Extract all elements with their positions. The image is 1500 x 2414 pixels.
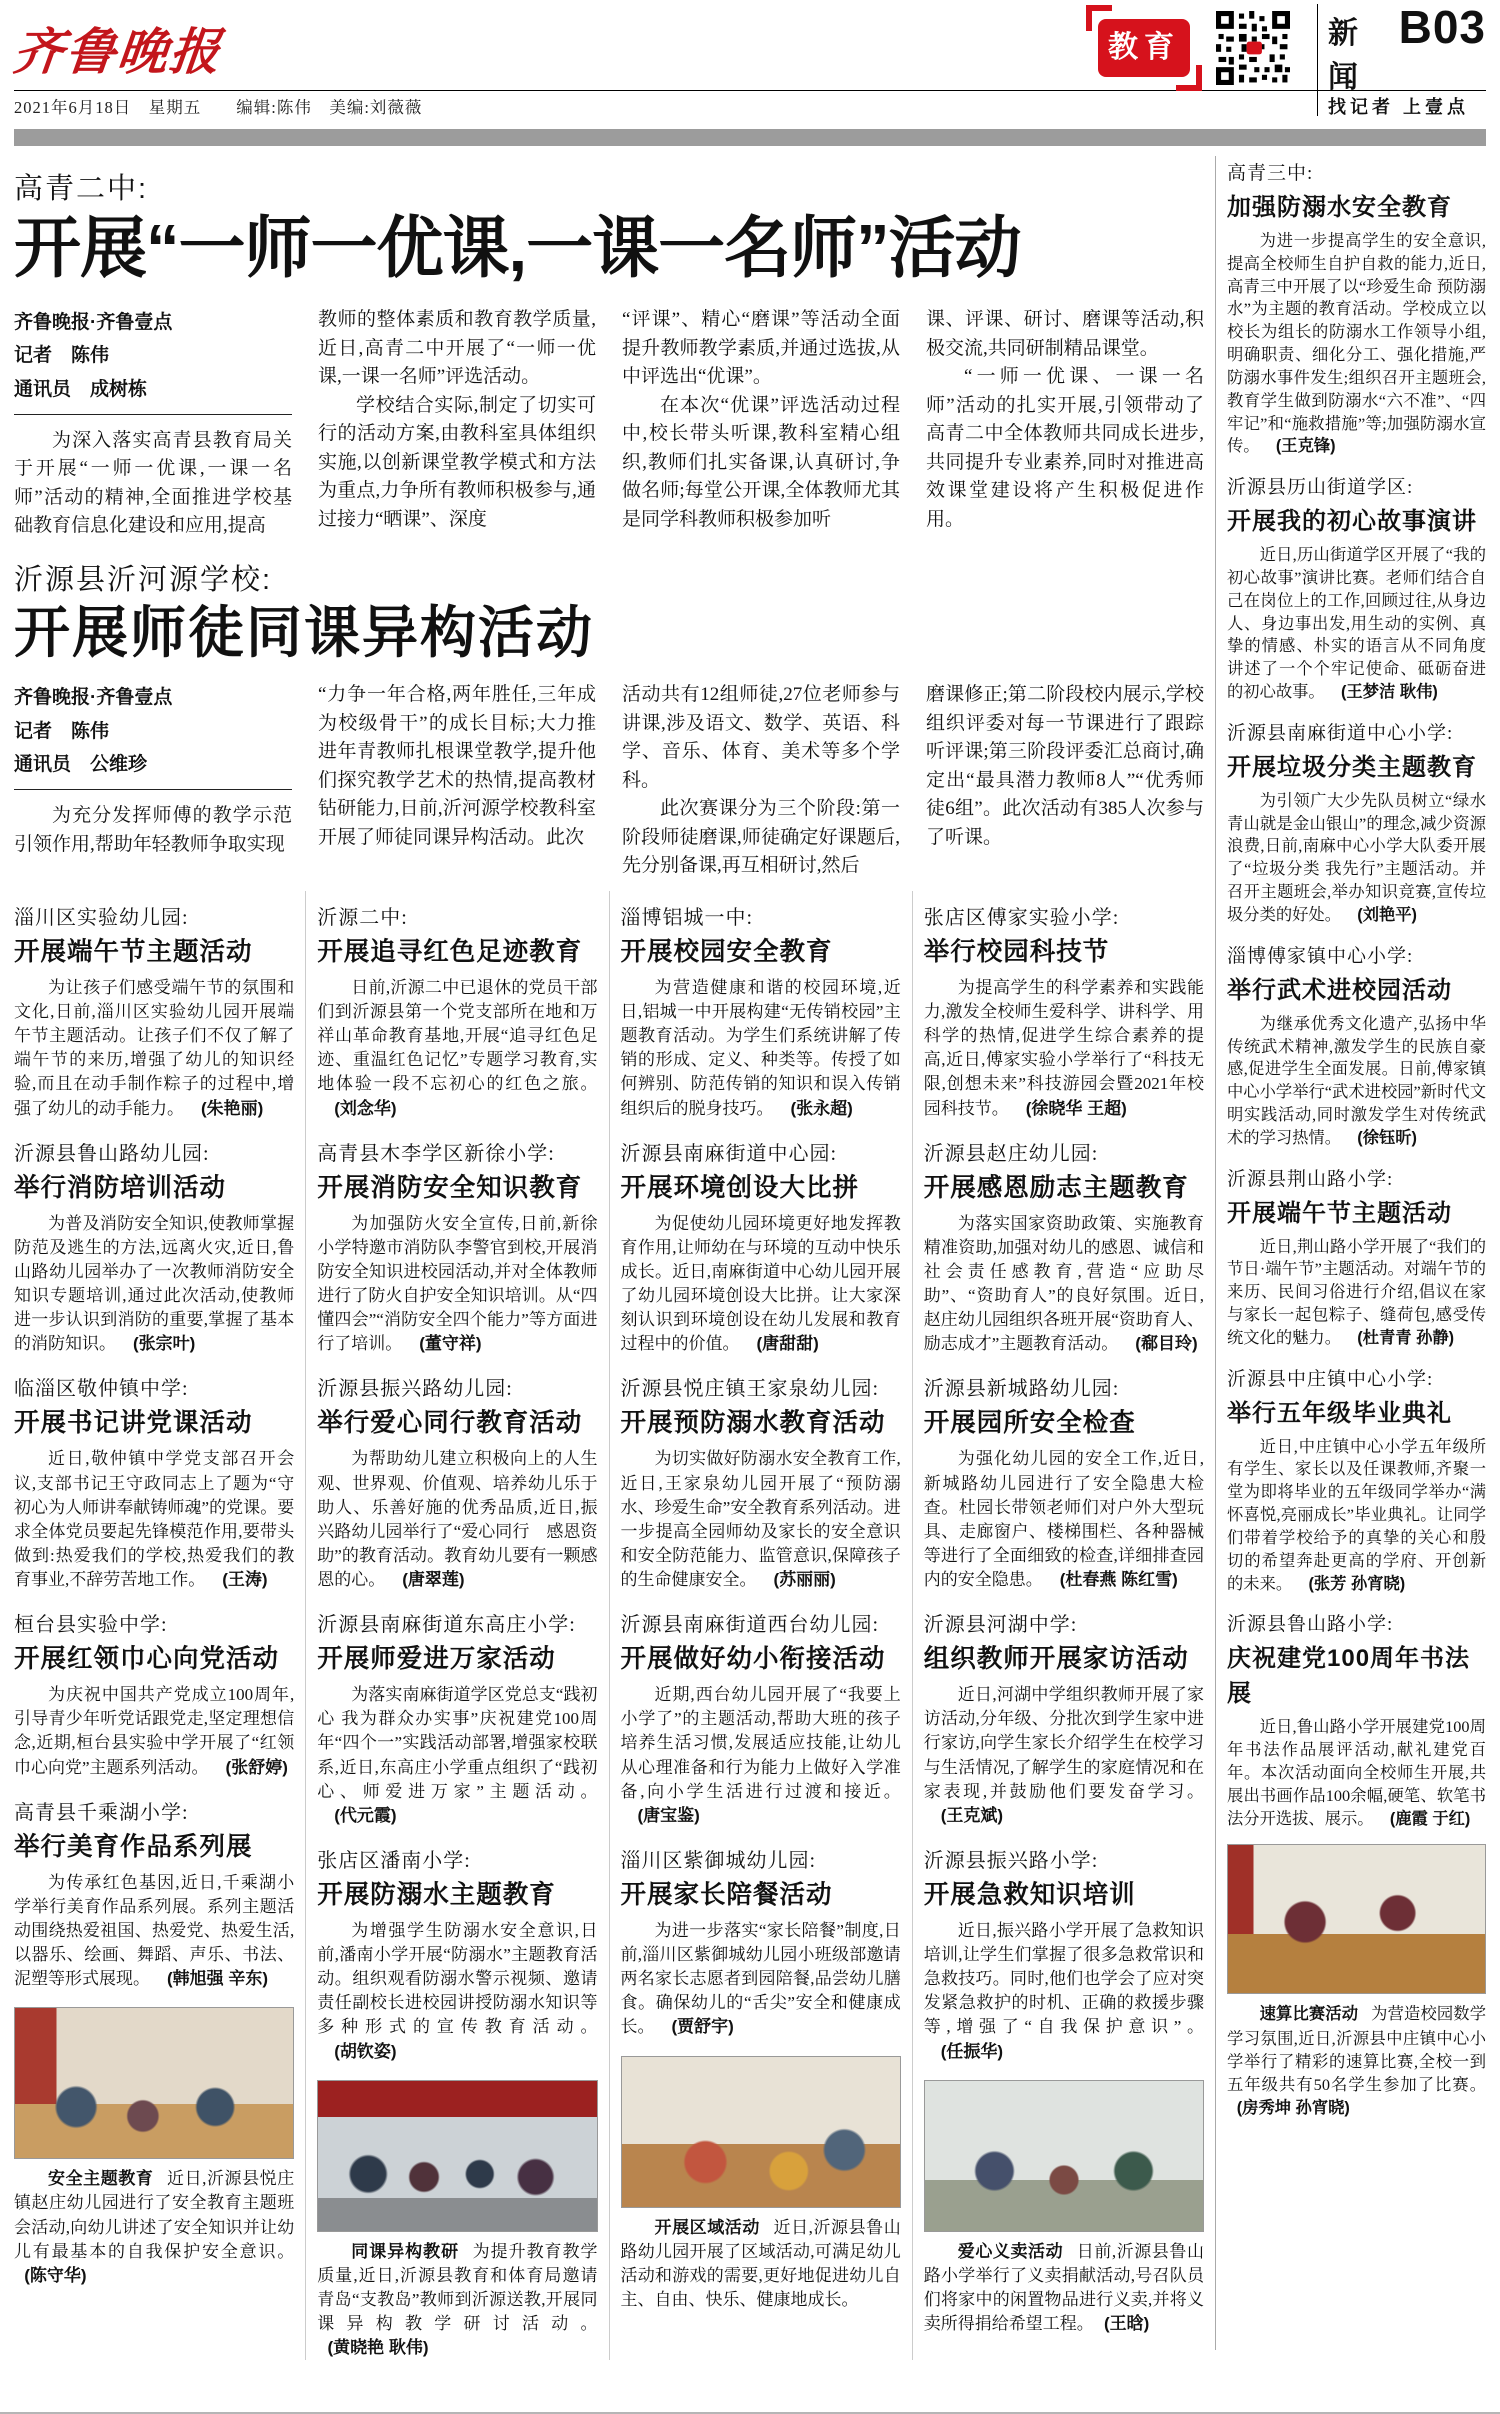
news-photo: [14, 2007, 294, 2159]
brief-text: 为引领广大少先队员树立“绿水青山就是金山银山”的理念,减少资源浪费,日前,南麻中心小学大队委开展了“垃圾分类 我先行”主题活动。并召开主题班会,举办知识竞赛,宣传垃圾分类的好处。: [1227, 790, 1486, 924]
brief-byline: (胡钦姿): [334, 2041, 397, 2061]
brief-body: [317, 1683, 597, 1828]
brief-text: 为帮助幼儿建立积极向上的人生观、世界观、价值观、培养幼儿乐于助人、乐善好施的优秀品质,近日,振兴路幼儿园举行了“爱心同行 感恩资助”的教育活动。教育幼儿要有一颗感恩的心。: [317, 1449, 598, 1589]
article-byline: 齐鲁晚报·齐鲁壹点 记者 陈伟 通讯员 成树栋: [14, 306, 292, 415]
brief-byline: (唐甜甜): [756, 1334, 819, 1354]
body-paragraph: 活动共有12组师徒,27位老师参与讲课,涉及语文、数学、英语、科学、音乐、体育、美术等多个学科。: [622, 684, 900, 791]
briefs-column-4: [912, 891, 1204, 2360]
brief-body: [1227, 1013, 1486, 1150]
brief-byline: (刘艳平): [1357, 905, 1417, 924]
brief-byline: (王克斌): [940, 1805, 1004, 1825]
brief-headline: 举行爱心同行教育活动: [317, 1409, 583, 1438]
photo-brief: [14, 2007, 294, 2288]
brief-kicker: 临淄区敬仲镇中学:: [14, 1378, 189, 1401]
brief-headline: 开展书记讲党课活动: [14, 1409, 253, 1438]
photo-brief: [924, 2080, 1204, 2337]
brief-text: 为让孩子们感受端午节的氛围和文化,日前,淄川区实验幼儿园开展端午节主题活动。让孩子们不仅了解了端午节的来历,增强了幼儿的知识经验,而且在动手制作粽子的过程中,增强了幼儿的动手能力。: [14, 977, 295, 1118]
body-paragraph: 教师的整体素质和教育教学质量,近日,高青二中开展了“一师一优课,一课一名师”评选活动。: [318, 309, 596, 388]
brief-byline: (张宗叶): [133, 1334, 196, 1354]
news-brief: [621, 1608, 901, 1828]
news-brief: [1227, 1364, 1486, 1596]
brief-text: 为进一步提高学生的安全意识,提高全校师生自护自救的能力,近日,高青三中开展了以“珍爱生命 预防溺水”为主题的教育活动。学校成立以校长为组长的防溺水工作领导小组,明确职责、细化分工、强化措施,严防溺水事件发生;组织召开主题班会,教育学生做到防溺水“六不准”、“四牢记”和“施救措施”等;加强防溺水宣传。: [1227, 231, 1486, 456]
news-photo: [317, 2080, 597, 2232]
brief-body: [1227, 790, 1486, 927]
brief-kicker: 淄川区实验幼儿园:: [14, 906, 189, 929]
brief-text: 近日,荆山路小学开展了“我们的节日·端午节”主题活动。对端午节的来历、民间习俗进行介绍,倡议在家与家长一起包粽子、缝荷包,感受传统文化的魅力。: [1227, 1236, 1486, 1347]
brief-headline: 举行消防培训活动: [14, 1173, 227, 1202]
brief-body: [924, 1212, 1204, 1357]
article-headline: 开展“一师一优课,一课一名师”活动: [14, 211, 1021, 286]
caption-body: 为营造校园数学学习氛围,近日,沂源县中庄镇中心小学举行了精彩的速算比赛,全校一到五年级共有50名学生参加了比赛。: [1227, 2004, 1486, 2094]
masthead: [10, 0, 1486, 121]
brief-kicker: 沂源县南麻街道中心园:: [620, 1142, 838, 1165]
masthead-bottom-row: [14, 91, 1486, 121]
brief-kicker: 淄博铝城一中:: [620, 906, 754, 929]
brief-body: [14, 1871, 294, 1992]
news-brief: [317, 1137, 597, 1357]
news-brief: [924, 1137, 1204, 1357]
caption-body: 为提升教育教学质量,近日,沂源县教育和体育局邀请青岛“支教岛”教师到沂源送教,开展同课异构教学研讨活动。: [317, 2241, 598, 2333]
news-brief: [621, 1372, 901, 1592]
brief-text: 为传承红色基因,近日,千乘湖小学举行美育作品系列展。系列主题活动围绕热爱祖国、热爱党、热爱生活,以器乐、绘画、舞蹈、声乐、书法、泥塑等形式展现。: [14, 1872, 295, 1989]
brief-byline: (董守祥): [419, 1334, 482, 1354]
brief-body: [621, 1447, 901, 1592]
dateline: 2021年6月18日 星期五 编辑:陈伟 美编:刘薇薇: [14, 98, 423, 117]
brief-body: [317, 1919, 597, 2064]
article-text-column: [318, 306, 596, 541]
lead-article-2: [14, 557, 1204, 881]
brief-byline: (韩旭强 辛东): [167, 1969, 269, 1989]
brief-byline: (苏丽丽): [773, 1570, 836, 1589]
section-page-block: [1312, 0, 1486, 96]
body-paragraph: 学校结合实际,制定了切实可行的活动方案,由教科室具体组织实施,以创新课堂教学模式和方法为重点,力争所有教师积极参与,通过接力“晒课”、深度: [318, 394, 596, 530]
article-text-column: [622, 306, 900, 541]
photo-brief: [1227, 1844, 1486, 2120]
brief-kicker: 张店区潘南小学:: [317, 1849, 471, 1872]
photo-caption: [621, 2216, 901, 2313]
article-text-column: [926, 681, 1204, 881]
body-paragraph: 此次赛课分为三个阶段:第一阶段师徒磨课,师徒确定好课题后,先分别备课,再互相研讨,然后: [622, 798, 900, 877]
brief-kicker: 沂源县鲁山路幼儿园:: [14, 1142, 210, 1165]
caption-byline: (陈守华): [24, 2265, 87, 2285]
brief-byline: (徐晓华 王超): [1025, 1098, 1127, 1118]
article-body-columns: [14, 306, 1204, 541]
photo-caption: [317, 2240, 597, 2361]
caption-lead: 安全主题教育: [48, 2169, 154, 2189]
brief-headline: 开展环境创设大比拼: [620, 1173, 860, 1202]
photo-brief: [621, 2056, 901, 2313]
body-paragraph: 在本次“优课”评选活动过程中,校长带头听课,教科室精心组织,教师们扎实备课,认真研讨,争做名师;每堂公开课,全体教师尤其是同学科教师积极参加听: [622, 394, 900, 530]
brief-body: [621, 1683, 901, 1828]
brief-headline: 开展消防安全知识教育: [317, 1173, 583, 1202]
section-badge: 教育: [1098, 19, 1190, 77]
brief-headline: 开展师爱进万家活动: [317, 1645, 556, 1674]
news-brief: [1227, 718, 1486, 927]
brief-body: [621, 1212, 901, 1357]
brief-kicker: 高青三中:: [1227, 163, 1314, 184]
brief-kicker: 沂源县振兴路幼儿园:: [317, 1378, 513, 1401]
brief-text: 为落实南麻街道学区党总支“践初心 我为群众办实事”庆祝建党100周年“四个一”实践活动部署,增强家校联系,近日,东高庄小学重点组织了“践初心、师爱进万家”主题活动。: [317, 1685, 598, 1801]
body-paragraph: “一师一优课、一课一名师”活动的扎实开展,引领带动了高青二中全体教师共同成长进步,共同提升专业素养,同时对推进高效课堂建设将产生积极促进作用。: [926, 366, 1204, 530]
news-brief: [621, 1137, 901, 1357]
brief-text: 为普及消防安全知识,使教师掌握防范及逃生的方法,远离火灾,近日,鲁山路幼儿园举办了一次教师消防安全知识专题培训,通过此次活动,使教师进一步认识到消防的重要,掌握了基本的消防知识。: [14, 1213, 295, 1354]
brief-text: 近日,中庄镇中心小学五年级所有学生、家长以及任课教师,齐聚一堂为即将毕业的五年级同学举办“满怀喜悦,亮丽成长”毕业典礼。让同学们带着学校给予的真挚的关心和殷切的希望奔赴更高的学府、开创新的未来。: [1227, 1436, 1486, 1593]
news-brief: [317, 1372, 597, 1592]
brief-body: [924, 976, 1204, 1121]
article-kicker: 沂源县沂河源学校:: [14, 563, 273, 596]
brief-headline: 举行武术进校园活动: [1227, 976, 1452, 1004]
brief-headline: 开展追寻红色足迹教育: [317, 937, 583, 966]
page-number: B03: [1398, 1, 1486, 53]
brief-headline: 举行校园科技节: [923, 937, 1110, 966]
photo-brief: [317, 2080, 597, 2361]
briefs-column-1: [14, 891, 305, 2360]
main-region: [14, 150, 1204, 2360]
brief-headline: 开展我的初心故事演讲: [1227, 508, 1477, 536]
brief-headline: 开展家长陪餐活动: [620, 1880, 833, 1909]
news-brief: [621, 1844, 901, 2040]
news-photo: [621, 2056, 901, 2208]
main-sidebar-divider: [1215, 156, 1216, 2350]
brief-text: 为提高学生的科学素养和实践能力,激发全校师生爱科学、讲科学、用科学的热情,促进学生综合素养的提高,近日,傅家实验小学举行了“科技无限,创想未来”科技游园会暨2021年校园科技节。: [923, 977, 1204, 1118]
brief-kicker: 淄博傅家镇中心小学:: [1227, 945, 1414, 967]
brief-text: 为促使幼儿园环境更好地发挥教育作用,让师幼在与环境的互动中快乐成长。近日,南麻街道中心幼儿园开展了幼儿园环境创设大比拼。让大家深刻认识到环境创设在幼儿发展和教育过程中的价值。: [620, 1213, 901, 1354]
body-paragraph: 磨课修正;第二阶段校内展示,学校组织评委对每一节课进行了跟踪听评课;第三阶段评委汇总商讨,确定出“最具潜力教师8人”“优秀师徒6组”。此次活动有385人次参与了听课。: [926, 684, 1204, 848]
brief-body: [14, 1683, 294, 1780]
article-body-columns: [14, 681, 1204, 881]
brief-headline: 开展防溺水主题教育: [317, 1880, 556, 1909]
caption-lead: 爱心义卖活动: [957, 2241, 1064, 2261]
brief-byline: (贾舒宇): [671, 2017, 734, 2037]
section-badge-frame: [1098, 19, 1190, 77]
caption-lead: 开展区域活动: [654, 2217, 760, 2237]
news-brief: [1227, 1164, 1486, 1350]
brief-headline: 开展红领巾心向党活动: [14, 1645, 280, 1674]
brief-body: [317, 1447, 597, 1592]
news-brief: [924, 1372, 1204, 1592]
news-brief: [924, 901, 1204, 1121]
brief-byline: (徐钰昕): [1357, 1128, 1417, 1147]
brief-body: [924, 1683, 1204, 1828]
brief-body: [14, 976, 294, 1121]
caption-body: 近日,沂源县悦庄镇赵庄幼儿园进行了安全教育主题班会活动,向幼儿讲述了安全知识并让幼儿有最基本的自我保护安全意识。: [14, 2169, 295, 2261]
brief-body: [317, 976, 597, 1121]
brief-kicker: 沂源县河湖中学:: [923, 1614, 1078, 1637]
qr-code-icon: [1216, 11, 1290, 85]
article-text-column: [14, 681, 292, 881]
brief-headline: 开展校园安全教育: [620, 937, 833, 966]
brief-text: 为营造健康和谐的校园环境,近日,铝城一中开展构建“无传销校园”主题教育活动。为学生们系统讲解了传销的形成、定义、种类等。传授了如何辨别、防范传销的知识和误入传销组织后的脱身技巧。: [620, 977, 901, 1118]
caption-body: 近日,沂源县鲁山路幼儿园开展了区域活动,可满足幼儿活动和游戏的需要,更好地促进幼儿自主、自由、快乐、健康地成长。: [620, 2217, 901, 2309]
news-brief: [14, 1372, 294, 1592]
brief-byline: (代元霞): [334, 1805, 397, 1825]
briefs-column-3: [609, 891, 912, 2360]
brief-byline: (张永超): [790, 1098, 853, 1118]
brief-byline: (张舒婷): [225, 1757, 288, 1777]
brief-text: 为增强学生防溺水安全意识,日前,潘南小学开展“防溺水”主题教育活动。组织观看防溺水警示视频、邀请责任副校长进校园讲授防溺水知识等多种形式的宣传教育活动。: [317, 1920, 598, 2037]
brief-text: 近日,振兴路小学开展了急救知识培训,让学生们掌握了很多急救常识和急救技巧。同时,他们也学会了应对突发紧急救护的时机、正确的救援步骤等,增强了“自我保护意识”。: [923, 1920, 1204, 2037]
news-brief: [14, 1137, 294, 1357]
brief-kicker: 沂源县新城路幼儿园:: [923, 1378, 1120, 1401]
brief-text: 为庆祝中国共产党成立100周年,引导青少年听党话跟党走,坚定理想信念,近期,桓台县实验中学开展了“红领巾心向党”主题系列活动。: [14, 1685, 295, 1777]
body-paragraph: 为充分发挥师傅的教学示范引领作用,帮助年轻教师争取实现: [14, 805, 292, 855]
news-brief: [1227, 158, 1486, 458]
brief-headline: 开展端午节主题活动: [1227, 1199, 1452, 1227]
brief-text: 为加强防火安全宣传,日前,新徐小学特邀市消防队李警官到校,开展消防安全知识进校园活动,并对全体教师进行了防火自护安全知识培训。从“四懂四会”“消防安全四个能力”等方面进行了培训。: [317, 1213, 598, 1354]
brief-byline: (杜春燕 陈红雪): [1059, 1570, 1178, 1589]
brief-headline: 举行五年级毕业典礼: [1227, 1399, 1452, 1427]
article-kicker: 高青二中:: [14, 173, 149, 205]
brief-headline: 开展做好幼小衔接活动: [620, 1645, 886, 1674]
caption-byline: (黄晓艳 耿伟): [327, 2338, 429, 2358]
brief-kicker: 高青县木李学区新徐小学:: [317, 1142, 555, 1165]
photo-caption: [1227, 2002, 1486, 2120]
brief-kicker: 高青县千乘湖小学:: [14, 1801, 189, 1824]
section-divider-bar: [14, 129, 1486, 146]
brief-text: 近日,鲁山路小学开展建党100周年书法作品展评活动,献礼建党百年。本次活动面向全校师生开展,共展出书画作品100余幅,硬笔、软笔书法分开选拔、展示。: [1227, 1717, 1486, 1828]
news-brief: [1227, 472, 1486, 704]
brief-body: [1227, 230, 1486, 458]
brief-kicker: 沂源县赵庄幼儿园:: [923, 1142, 1099, 1165]
briefs-column-2: [305, 891, 608, 2360]
body-paragraph: 为深入落实高青县教育局关于开展“一师一优课,一课一名师”活动的精神,全面推进学校基础教育信息化建设和应用,提高: [14, 429, 292, 537]
brief-kicker: 沂源县南麻街道东高庄小学:: [317, 1614, 576, 1637]
brief-body: [317, 1212, 597, 1357]
brief-body: [621, 1919, 901, 2040]
brief-text: 为继承优秀文化遗产,弘扬中华传统武术精神,激发学生的民族自豪感,促进学生全面发展。日前,傅家镇中心小学举行“武术进校园”新时代文明实践活动,同时激发学生对传统武术的学习热情。: [1227, 1013, 1486, 1147]
body-paragraph: 课、评课、研讨、磨课等活动,积极交流,共同研制精品课堂。: [926, 309, 1204, 359]
newspaper-logo: 齐鲁晚报: [10, 22, 225, 81]
photo-caption: [924, 2240, 1204, 2337]
news-brief: [924, 1608, 1204, 1828]
brief-text: 为落实国家资助政策、实施教育精准资助,加强对幼儿的感恩、诚信和社会责任感教育,营造“应助尽助”、“资助育人”的良好氛围。近日,赵庄幼儿园组织各班开展“资助育人、励志成才”主题教育活动。: [923, 1213, 1204, 1354]
brief-kicker: 桓台县实验中学:: [14, 1614, 168, 1637]
brief-headline: 开展感恩励志主题教育: [923, 1173, 1189, 1202]
news-brief: [317, 1844, 597, 2064]
brief-body: [1227, 1236, 1486, 1350]
news-brief: [317, 901, 597, 1121]
brief-kicker: 张店区傅家实验小学:: [923, 906, 1120, 929]
brief-kicker: 沂源县悦庄镇王家泉幼儿园:: [620, 1378, 880, 1401]
caption-byline: (房秀坤 孙宵晓): [1236, 2098, 1350, 2117]
brief-kicker: 沂源县荆山路小学:: [1227, 1168, 1394, 1190]
brief-body: [14, 1212, 294, 1357]
caption-body: 日前,沂源县鲁山路小学举行了义卖捐献活动,号召队员们将家中的闲置物品进行义卖,并将义卖所得捐给希望工程。: [923, 2241, 1205, 2333]
brief-text: 日前,沂源二中已退休的党员干部们到沂源县第一个党支部所在地和万祥山革命教育基地,开展“追寻红色足迹、重温红色记忆”专题学习教育,实地体验一段不忘初心的红色之旅。: [317, 977, 598, 1094]
brief-byline: (刘念华): [334, 1098, 397, 1118]
news-photo: [1227, 1844, 1486, 1994]
brief-kicker: 沂源县南麻街道中心小学:: [1227, 722, 1454, 744]
masthead-top-row: [10, 1, 1486, 94]
brief-body: [1227, 544, 1486, 704]
brief-byline: (张芳 孙宵晓): [1308, 1574, 1406, 1593]
brief-byline: (王克锋): [1275, 437, 1336, 456]
news-brief: [14, 901, 294, 1121]
brief-text: 近日,历山街道学区开展了“我的初心故事”演讲比赛。老师们结合自己在岗位上的工作,回顾过往,从身边人、身边事出发,用生动的实例、真挚的情感、朴实的语言从不同角度讲述了一个个牢记使命、砥砺奋进的初心故事。: [1227, 545, 1486, 701]
brief-text: 近日,河湖中学组织教师开展了家访活动,分年级、分批次到学生家中进行家访,向学生家长介绍学生在校学习与生活情况,了解学生的家庭情况和在家表现,并鼓励他们要发奋学习。: [923, 1685, 1204, 1801]
brief-headline: 举行美育作品系列展: [14, 1832, 253, 1861]
brief-kicker: 淄川区紫御城幼儿园:: [620, 1849, 817, 1872]
brief-kicker: 沂源二中:: [317, 906, 408, 929]
sidebar-briefs-column: [1227, 150, 1486, 2360]
brief-text: 为进一步落实“家长陪餐”制度,日前,淄川区紫御城幼儿园小班级部邀请两名家长志愿者到园陪餐,品尝幼儿膳食。确保幼儿的“舌尖”安全和健康成长。: [620, 1920, 901, 2037]
brief-text: 近期,西台幼儿园开展了“我要上小学了”的主题活动,帮助大班的孩子培养生活习惯,发展适应技能,让幼儿从心理准备和行为能力上做好入学准备,向小学生活进行过渡和接近。: [620, 1685, 901, 1801]
brief-headline: 开展急救知识培训: [923, 1880, 1136, 1909]
brief-body: [924, 1919, 1204, 2064]
brief-byline: (郗目玲): [1135, 1334, 1198, 1354]
brief-body: [924, 1447, 1204, 1592]
news-brief: [924, 1844, 1204, 2064]
body-paragraph: “评课”、精心“磨课”等活动全面提升教师教学素质,并通过选拔,从中评选出“优课”。: [622, 309, 900, 388]
brief-body: [621, 976, 901, 1121]
brief-byline: (唐宝鉴): [637, 1805, 700, 1825]
brief-kicker: 沂源县历山街道学区:: [1227, 477, 1414, 499]
news-brief: [14, 1608, 294, 1780]
caption-lead: 同课异构教研: [351, 2241, 460, 2261]
brief-headline: 组织教师开展家访活动: [923, 1645, 1189, 1674]
article-text-column: [622, 681, 900, 881]
brief-kicker: 沂源县中庄镇中心小学:: [1227, 1368, 1434, 1390]
brief-headline: 开展端午节主题活动: [14, 937, 253, 966]
slogan: 找记者 上壹点: [1328, 97, 1470, 117]
news-brief: [1227, 1609, 1486, 1830]
caption-byline: (王晗): [1103, 2314, 1150, 2333]
brief-headline: 开展垃圾分类主题教育: [1227, 753, 1477, 781]
brief-byline: (唐翠莲): [402, 1570, 465, 1589]
brief-headline: 加强防溺水安全教育: [1227, 194, 1452, 221]
brief-byline: (杜青青 孙静): [1357, 1328, 1455, 1347]
brief-body: [1227, 1436, 1486, 1596]
body-paragraph: “力争一年合格,两年胜任,三年成为校级骨干”的成长目标;大力推进年青教师扎根课堂教学,提升他们探究教学艺术的热情,提高教材钻研能力,日前,沂河源学校教科室开展了师徒同课异构活动。此次: [318, 684, 596, 848]
brief-body: [1227, 1716, 1486, 1830]
lead-article-1: [14, 166, 1204, 541]
article-text-column: [14, 306, 292, 541]
brief-byline: (王涛): [222, 1570, 268, 1589]
brief-kicker: 沂源县振兴路小学:: [923, 1849, 1099, 1872]
photo-caption: [14, 2167, 294, 2288]
brief-kicker: 沂源县南麻街道西台幼儿园:: [620, 1614, 880, 1637]
news-brief: [1227, 941, 1486, 1150]
brief-byline: (任振华): [940, 2041, 1004, 2061]
article-byline: 齐鲁晚报·齐鲁壹点 记者 陈伟 通讯员 公维珍: [14, 681, 292, 790]
brief-byline: (朱艳丽): [201, 1098, 264, 1118]
brief-kicker: 沂源县鲁山路小学:: [1227, 1614, 1394, 1636]
brief-text: 为切实做好防溺水安全教育工作,近日,王家泉幼儿园开展了“预防溺水、珍爱生命”安全教育系列活动。进一步提高全园师幼及家长的安全意识和安全防范能力、监管意识,保障孩子的生命健康安全。: [620, 1449, 901, 1589]
brief-text: 近日,敬仲镇中学党支部召开会议,支部书记王守政同志上了题为“守初心为人师讲奉献铸师魂”的党课。要求全体党员要起先锋模范作用,要带头做到:热爱我们的学校,热爱我们的教育事业,不辞劳苦地工作。: [14, 1449, 295, 1589]
article-text-column: [318, 681, 596, 881]
brief-headline: 开展预防溺水教育活动: [620, 1409, 886, 1438]
news-brief: [317, 1608, 597, 1828]
brief-headline: 庆祝建党100周年书法展: [1227, 1645, 1471, 1708]
briefs-grid: [14, 891, 1204, 2360]
brief-byline: (王梦洁 耿伟): [1341, 683, 1438, 701]
caption-lead: 速算比赛活动: [1259, 2005, 1359, 2024]
article-headline: 开展师徒同课异构活动: [14, 600, 594, 664]
masthead-vertical-divider: [1317, 4, 1319, 116]
news-photo: [924, 2080, 1204, 2232]
brief-byline: (鹿霞 于红): [1389, 1809, 1471, 1828]
section-label: 新闻: [1328, 17, 1361, 94]
page-content: [14, 150, 1486, 2360]
news-brief: [621, 901, 901, 1121]
brief-headline: 开展园所安全检查: [923, 1409, 1136, 1438]
article-text-column: [926, 306, 1204, 541]
news-brief: [14, 1796, 294, 1992]
brief-text: 为强化幼儿园的安全工作,近日,新城路幼儿园进行了安全隐患大检查。杜园长带领老师们对户外大型玩具、走廊窗户、楼梯围栏、各种器械等进行了全面细致的检查,详细排查园内的安全隐患。: [923, 1449, 1204, 1589]
brief-body: [14, 1447, 294, 1592]
